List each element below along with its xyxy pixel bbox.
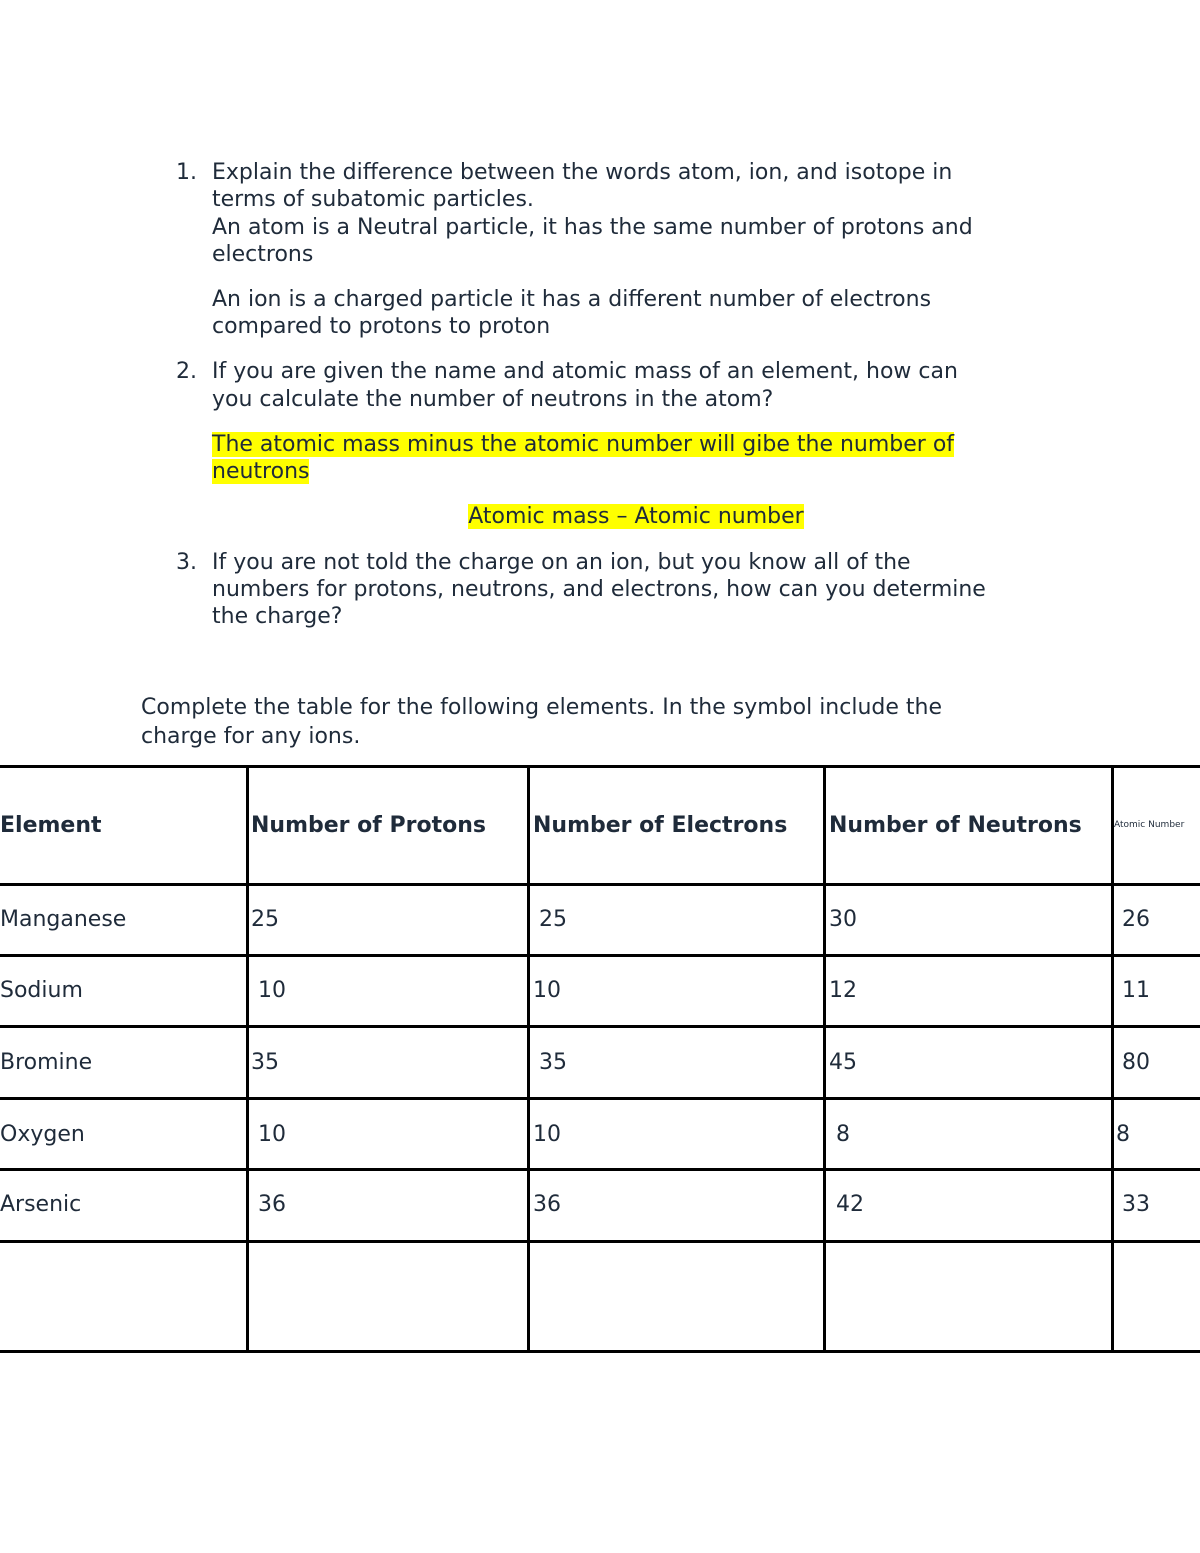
table-cell-element: Oxygen	[0, 1122, 85, 1147]
question-3-number: 3.	[176, 550, 197, 575]
table-cell-element: Manganese	[0, 907, 127, 932]
table-cell-atomic-number: 8	[1116, 1122, 1130, 1147]
table-cell-protons: 10	[258, 1122, 286, 1147]
table-header-element: Element	[0, 813, 102, 838]
table-header-protons: Number of Protons	[251, 813, 486, 838]
table-header-electrons: Number of Electrons	[533, 813, 788, 838]
table-cell-electrons: 35	[539, 1050, 567, 1075]
question-3-prompt-line3: the charge?	[212, 604, 343, 629]
table-border	[0, 954, 1200, 957]
table-border	[246, 765, 249, 1353]
table-cell-element: Arsenic	[0, 1192, 82, 1217]
question-2-answer-line2-wrap	[212, 458, 1052, 486]
table-cell-atomic-number: 80	[1122, 1050, 1150, 1075]
table-border	[0, 765, 1200, 768]
question-2	[0, 358, 1200, 498]
table-cell-atomic-number: 33	[1122, 1192, 1150, 1217]
question-2-prompt-line2: you calculate the number of neutrons in the atom?	[212, 387, 774, 412]
table-cell-electrons: 10	[533, 1122, 561, 1147]
table-border	[823, 765, 826, 1353]
table-cell-electrons: 36	[533, 1192, 561, 1217]
table-cell-protons: 36	[258, 1192, 286, 1217]
question-3	[0, 549, 1200, 639]
question-1	[0, 159, 1200, 349]
table-cell-neutrons: 42	[836, 1192, 864, 1217]
formula-line	[0, 503, 1200, 531]
question-3-prompt-line1: If you are not told the charge on an ion, but you know all of the	[212, 550, 911, 575]
question-2-answer-line1-wrap	[212, 431, 1052, 459]
table-cell-protons: 10	[258, 978, 286, 1003]
question-1-answer-ion-line1: An ion is a charged particle it has a different number of electrons	[212, 287, 932, 312]
question-2-prompt-line1: If you are given the name and atomic mass of an element, how can	[212, 359, 958, 384]
question-1-answer-atom-line2: electrons	[212, 242, 314, 267]
table-cell-neutrons: 12	[829, 978, 857, 1003]
table-cell-neutrons: 45	[829, 1050, 857, 1075]
table-border	[0, 883, 1200, 886]
question-1-answer-atom-line1: An atom is a Neutral particle, it has the same number of protons and	[212, 215, 973, 240]
table-instructions	[141, 693, 1041, 751]
question-1-number: 1.	[176, 160, 197, 185]
table-cell-element: Sodium	[0, 978, 83, 1003]
question-2-number: 2.	[176, 359, 197, 384]
table-instructions-line1: Complete the table for the following elements. In the symbol include the	[141, 695, 943, 720]
table-border	[0, 1350, 1200, 1353]
table-border	[0, 1025, 1200, 1028]
table-cell-electrons: 25	[539, 907, 567, 932]
formula-text: Atomic mass – Atomic number	[468, 504, 804, 529]
question-1-prompt-line2: terms of subatomic particles.	[212, 187, 534, 212]
table-instructions-line2: charge for any ions.	[141, 724, 361, 749]
question-1-prompt-line1: Explain the difference between the words atom, ion, and isotope in	[212, 160, 953, 185]
table-border	[0, 1097, 1200, 1100]
table-cell-protons: 35	[251, 1050, 279, 1075]
table-border	[527, 765, 530, 1353]
question-1-answer-ion-line2: compared to protons to proton	[212, 314, 551, 339]
table-border	[1111, 765, 1114, 1353]
question-3-prompt-line2: numbers for protons, neutrons, and electrons, how can you determine	[212, 577, 986, 602]
table-cell-neutrons: 8	[836, 1122, 850, 1147]
table-border	[0, 1168, 1200, 1171]
table-cell-atomic-number: 26	[1122, 907, 1150, 932]
table-cell-atomic-number: 11	[1122, 978, 1150, 1003]
table-cell-protons: 25	[251, 907, 279, 932]
question-2-answer-line2: neutrons	[212, 459, 310, 484]
table-border	[0, 1240, 1200, 1243]
question-2-answer-line1: The atomic mass minus the atomic number will gibe the number of	[212, 432, 955, 457]
table-cell-neutrons: 30	[829, 907, 857, 932]
table-header-neutrons: Number of Neutrons	[829, 813, 1082, 838]
table-cell-electrons: 10	[533, 978, 561, 1003]
table-cell-element: Bromine	[0, 1050, 93, 1075]
table-header-atomic-number: Atomic Number	[1114, 820, 1185, 830]
